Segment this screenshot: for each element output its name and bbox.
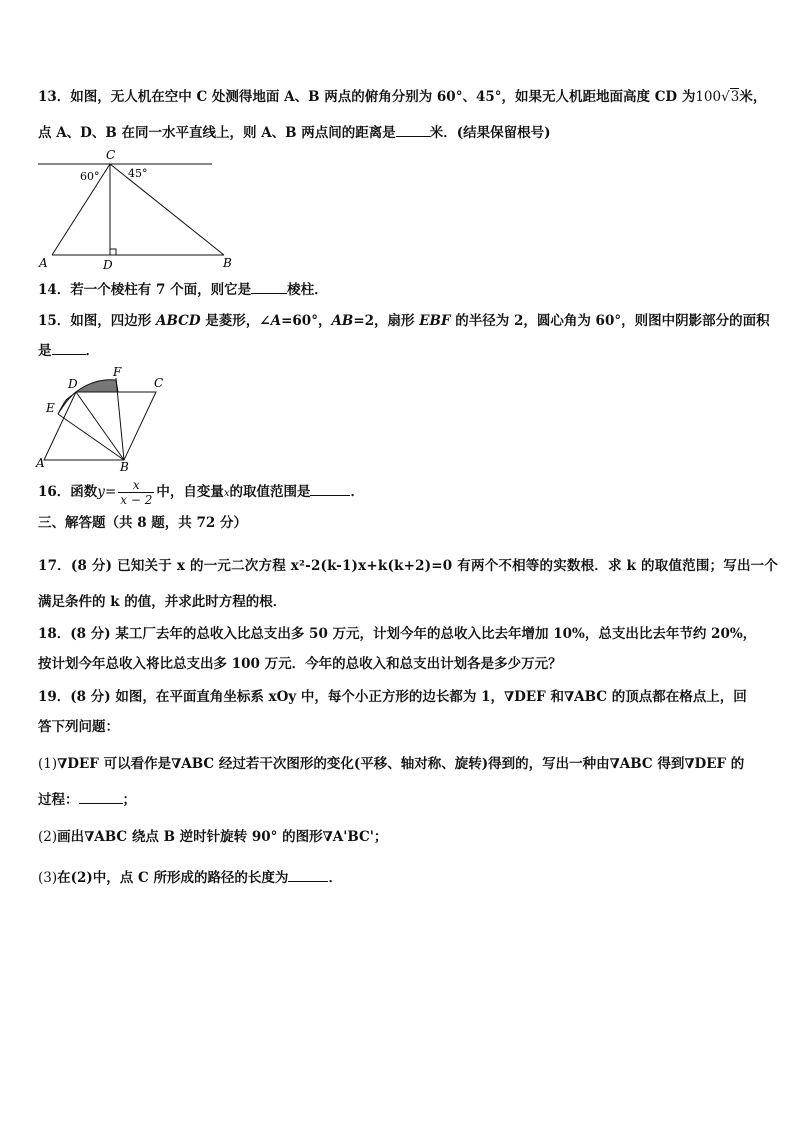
q13-figure	[36, 144, 232, 272]
segment-DB	[76, 392, 124, 460]
q15-line1: 15．如图，四边形 ABCD 是菱形，∠A=60°，AB=2，扇形 EBF 的半径为 2，圆心角为 60°，则图中阴影部分的面积	[38, 313, 770, 329]
shaded-region-top	[76, 380, 118, 392]
answer-blank[interactable]	[79, 791, 123, 804]
label-45deg: 45°	[128, 167, 148, 180]
answer-blank[interactable]	[52, 342, 86, 355]
q18-line1: 18．(8 分) 某工厂去年的总收入比总支出多 50 万元，计划今年的总收入比去年增加 10%，总支出比去年节约 20%，	[38, 626, 757, 642]
q19-part2: (2)画出∇ABC 绕点 B 逆时针旋转 90° 的图形∇A'BC'；	[38, 829, 388, 845]
label-C: C	[106, 148, 116, 162]
label-B: B	[223, 256, 232, 270]
label-C: C	[154, 376, 164, 390]
q19-line2: 答下列问题：	[38, 719, 119, 735]
q16: 16．函数y= $\frac{x}{x - 2}$ 中，自变量x的取值范围是 ．	[38, 478, 364, 507]
label-A: A	[36, 456, 45, 470]
segment-EB	[58, 414, 124, 460]
q15-figure	[36, 364, 170, 474]
answer-blank[interactable]	[310, 483, 350, 496]
q15-line2: 是 ．	[38, 343, 99, 359]
label-60deg: 60°	[80, 170, 100, 183]
answer-blank[interactable]	[396, 124, 430, 137]
right-angle-mark	[110, 249, 116, 255]
fraction: $\frac{x}{x - 2}$	[120, 478, 153, 507]
q19-part1-line1: (1)∇DEF 可以看作是∇ABC 经过若干次图形的变化(平移、轴对称、旋转)得到的，写出一种由∇ABC 得到∇DEF 的	[38, 756, 745, 772]
answer-blank[interactable]	[288, 869, 328, 882]
q17-line2: 满足条件的 k 的值，并求此时方程的根．	[38, 594, 287, 610]
label-E: E	[46, 401, 55, 415]
q19-part1-line2: 过程： ；	[38, 792, 136, 808]
label-A: A	[39, 256, 48, 270]
q14: 14．若一个棱柱有 7 个面，则它是 棱柱．	[38, 282, 328, 298]
q13-line1: 13．如图，无人机在空中 C 处测得地面 A、B 两点的俯角分别为 60°、45°，如果无人机距地面高度 CD 为100√3米，	[38, 89, 767, 105]
q18-line2: 按计划今年总收入将比总支出多 100 万元．今年的总收入和总支出计划各是多少万元？	[38, 656, 562, 672]
q13-line2: 点 A、D、B 在同一水平直线上，则 A、B 两点间的距离是 米．(结果保留根号)	[38, 125, 551, 141]
q19-line1: 19．(8 分) 如图，在平面直角坐标系 xOy 中，每个小正方形的边长都为 1，∇DEF 和∇ABC 的顶点都在格点上，回	[38, 689, 747, 705]
label-D: D	[68, 377, 78, 391]
label-F: F	[113, 365, 122, 379]
q19-part3: (3)在(2)中，点 C 所形成的路径的长度为 ．	[38, 870, 342, 886]
label-D: D	[103, 258, 113, 272]
segment-FB	[116, 378, 124, 460]
label-B: B	[120, 460, 129, 474]
answer-blank[interactable]	[251, 281, 287, 294]
section-heading: 三、解答题（共 8 题，共 72 分）	[38, 515, 247, 531]
sqrt-value: 100√3	[695, 89, 740, 105]
q17-line1: 17．(8 分) 已知关于 x 的一元二次方程 x²-2(k-1)x+k(k+2)=0 有两个不相等的实数根．求 k 的取值范围；写出一个	[38, 558, 779, 574]
